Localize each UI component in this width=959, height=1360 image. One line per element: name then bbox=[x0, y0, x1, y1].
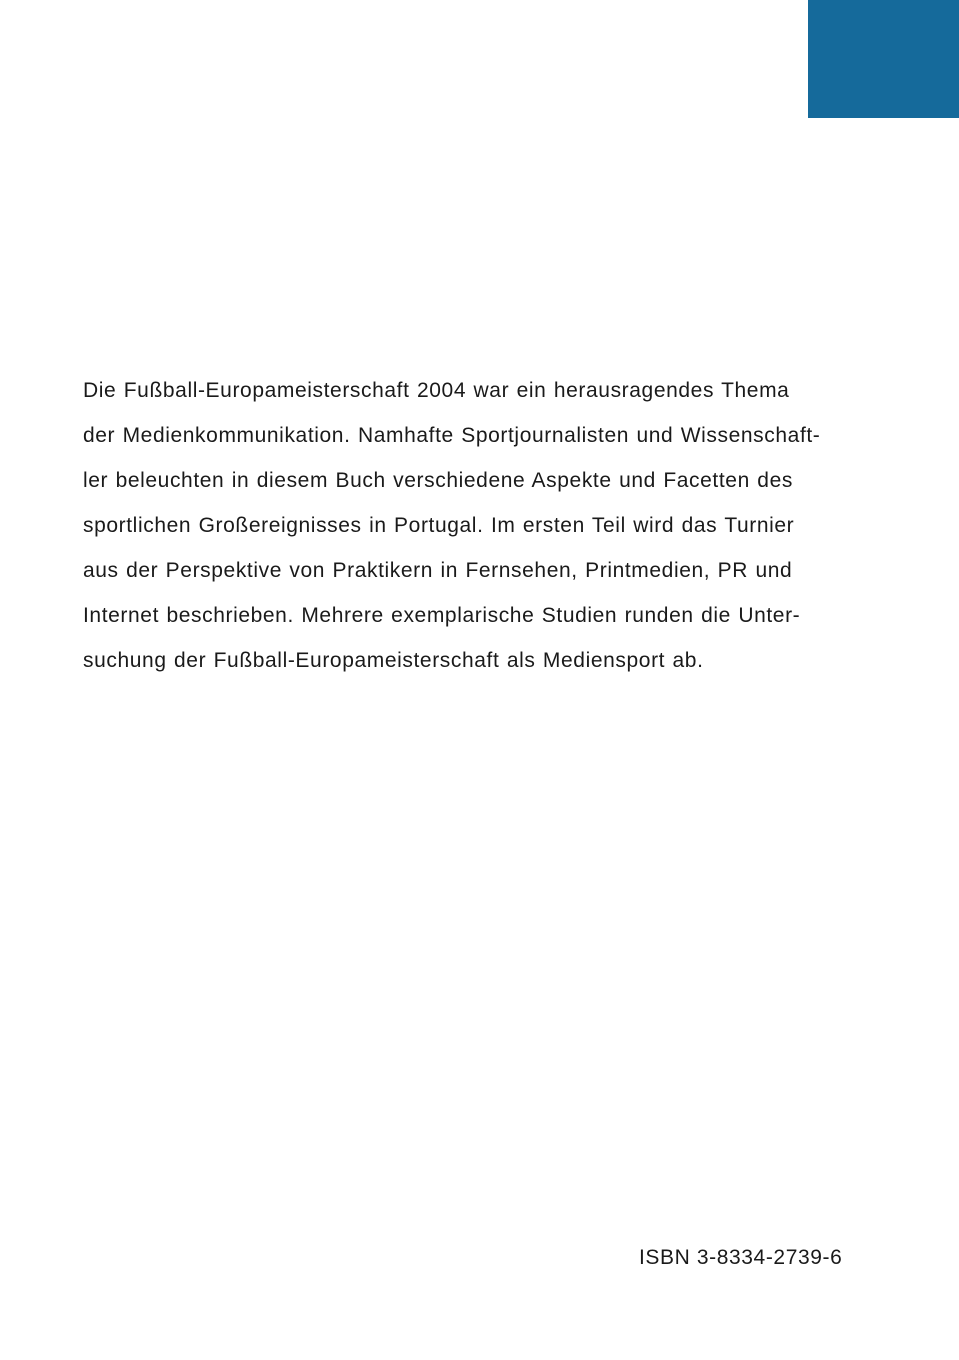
blurb-line: sportlichen Großereignisses in Portugal. Im ersten Teil wird das Turnier bbox=[83, 514, 795, 537]
blurb-line: Die Fußball-Europameisterschaft 2004 war ein herausragendes Thema bbox=[83, 379, 790, 402]
corner-color-block bbox=[808, 0, 959, 118]
back-cover-blurb bbox=[83, 368, 873, 683]
blurb-line: der Medienkommunikation. Namhafte Sportjournalisten und Wissenschaft- bbox=[83, 424, 821, 447]
isbn-number: ISBN 3-8334-2739-6 bbox=[639, 1246, 843, 1269]
blurb-line: ler beleuchten in diesem Buch verschiedene Aspekte und Facetten des bbox=[83, 469, 793, 492]
blurb-line: suchung der Fußball-Europameisterschaft als Mediensport ab. bbox=[83, 649, 704, 672]
blurb-line: Internet beschrieben. Mehrere exemplarische Studien runden die Unter- bbox=[83, 604, 801, 627]
blurb-line: aus der Perspektive von Praktikern in Fernsehen, Printmedien, PR und bbox=[83, 559, 793, 582]
